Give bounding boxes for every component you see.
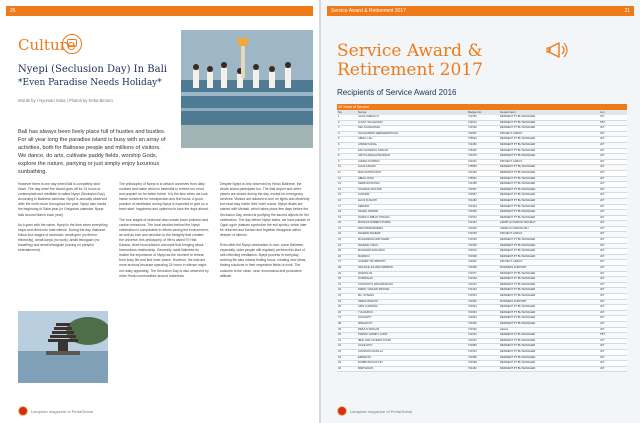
cell-location: JKT [599, 316, 627, 322]
cell-badge: 721544 [467, 294, 499, 300]
cell-location: JKT [599, 243, 627, 249]
cell-department: RESIDENT PT BU MANAGER [499, 165, 599, 171]
column-1-paragraph-1: However there is one day when Bali is completely shut down. The day when the island goes off for 24 hours to contemplate and meditate is called Nyepi (Seclusion Day). According to Balinese calendar, Nyepi is annually observed after the ninth moon throughout the year. Nyepi also marks the beginning of Saka year (in Gregorian calendar, Nyepi falls around March each year). [18, 182, 107, 217]
cell-name: RUMBU BAGUS KIN [357, 361, 467, 367]
cell-badge: 721275 [467, 154, 499, 160]
cell-department: RESIDENT PT BU MANAGER [499, 333, 599, 339]
cell-no: 6 [337, 142, 357, 148]
cell-name: ARIS CHANDRA [357, 305, 467, 311]
right-page-number: 21 [624, 8, 630, 14]
cell-no: 1 [337, 115, 357, 120]
column-3-paragraph-1: Despite Nyepi is only observed by Hindu Balinese, the whole island participate too. The Bali airport and other places are closed during the day, except for emergency services. Visitors are allowed to turn on lights and electricity but must stay inside their hotel rooms. Nyepi rituals are started with Melasti, which takes place few days before the Seclusion Day, aimed at purifying the sacred objects for the celebration. The day before Nyepi starts, we have parade of Ogoh-ogoh (statues symbolize the evil spirits), which later be returned and burned and together disappear within deepen of silence. [220, 182, 310, 237]
cell-location: JKT [599, 271, 627, 277]
cell-department: RESIDENT PT BU MANAGER [499, 361, 599, 367]
cell-location: TBT [599, 333, 627, 339]
cell-location: JKT [599, 221, 627, 227]
cell-location: JKT [599, 344, 627, 350]
cell-no: 10 [337, 165, 357, 171]
cell-name: KASIONTUS SIDAURURUNG [357, 282, 467, 288]
cell-name: JOHNSON FANOLLA [357, 349, 467, 355]
cell-department: RESIDENT PT BU MANAGER [499, 198, 599, 204]
cell-badge: 721513 [467, 282, 499, 288]
cell-name: BIMULSI MIRLAM [357, 327, 467, 333]
cell-no: 35 [337, 305, 357, 311]
cell-no: 32 [337, 288, 357, 294]
cell-department: RESIDENT PT BU MANAGER [499, 355, 599, 361]
right-footer: Lampiran magazine of PertaGlobal [350, 409, 412, 414]
cell-name: FERRI RUSTANDI [357, 182, 467, 188]
cell-department: RESIDENT PT BU MANAGER [499, 193, 599, 199]
megaphone-icon [546, 40, 570, 60]
cell-no: 31 [337, 282, 357, 288]
cell-name: ELLIS SUSANTI [357, 198, 467, 204]
cell-department: ADMIN & FINANCE PRJ [499, 226, 599, 232]
recipients-table [337, 104, 627, 372]
cell-badge: 722097 [467, 131, 499, 137]
cell-department: RESIDENT PT BU MANAGER [499, 338, 599, 344]
cell-badge: 721543 [467, 316, 499, 322]
table-row [337, 366, 627, 372]
column-1 [18, 182, 108, 258]
cell-department: RESIDENT PT BU MANAGER [499, 366, 599, 372]
cell-no: 33 [337, 294, 357, 300]
cell-location: JKT [599, 310, 627, 316]
cell-department: RESIDENT PT BU MANAGER [499, 154, 599, 160]
heading-line-2: Retirement 2017 [337, 60, 483, 80]
cell-badge: 721528 [467, 361, 499, 367]
cell-location: JKT [599, 215, 627, 221]
cell-location: JKT [599, 288, 627, 294]
cell-no: 29 [337, 271, 357, 277]
cell-no: 40 [337, 333, 357, 339]
cell-no: 14 [337, 187, 357, 193]
cell-name: SOLAHUDDIN HERMAWANSYAH [357, 131, 467, 137]
cell-badge: 721518 [467, 232, 499, 238]
cell-location: JKT [599, 254, 627, 260]
cell-no: 3 [337, 126, 357, 132]
cell-department: RESIDENT PT BU MANAGER [499, 249, 599, 255]
cell-no: 21 [337, 226, 357, 232]
cell-badge: 721509 [467, 210, 499, 216]
cell-location: JKT [599, 193, 627, 199]
cell-badge: 721549 [467, 226, 499, 232]
cell-badge: 721525 [467, 321, 499, 327]
cell-department: PROJECT CARGO [499, 159, 599, 165]
cell-name: ERMANTO [357, 355, 467, 361]
cell-name: MARZUKI [357, 254, 467, 260]
cell-location: JKT [599, 294, 627, 300]
cell-no: 18 [337, 210, 357, 216]
cell-department: RESIDENT PT BU MANAGER [499, 294, 599, 300]
cell-location: JKT [599, 148, 627, 154]
cell-name: ABDUL LAH [357, 137, 467, 143]
cell-department: RESIDENT PT BU MANAGER [499, 176, 599, 182]
cell-badge: 722012 [467, 120, 499, 126]
col-header-department: Department [499, 110, 599, 115]
cell-location: JKT [599, 159, 627, 165]
cell-badge: 721358 [467, 182, 499, 188]
cell-department: RESIDENT PT BU MANAGER [499, 288, 599, 294]
cell-badge: 721520 [467, 327, 499, 333]
cell-department: RESIDENT PT BU MANAGER [499, 316, 599, 322]
cell-badge: 721344 [467, 204, 499, 210]
cell-badge: 721053 [467, 115, 499, 120]
cell-department: BUSINESS SUPPORT [499, 266, 599, 272]
cell-badge: 721510 [467, 249, 499, 255]
right-page [321, 0, 640, 423]
cell-name: DARMI LUMBAN TORUAN [357, 215, 467, 221]
cell-no: 23 [337, 238, 357, 244]
cell-badge: 721533 [467, 310, 499, 316]
cell-badge: 721543 [467, 338, 499, 344]
table-subheader: 10 Years of Service [337, 104, 627, 110]
cell-location: JKT [599, 204, 627, 210]
col-header-badge: Badge No. [467, 110, 499, 115]
article-subtitle: *Even Paradise Needs Holiday* [18, 78, 162, 88]
cell-name: MUHAMAD ENG RIDO [357, 249, 467, 255]
cell-no: 15 [337, 193, 357, 199]
cell-name: AGUS ASNADI [357, 165, 467, 171]
cell-badge: 725505 [467, 165, 499, 171]
ceremony-photo-graphic [181, 30, 313, 148]
cell-name: RAHMAN RAHMAT [357, 232, 467, 238]
cell-name: DWI ACHMANSAH [357, 126, 467, 132]
left-page-number: 26 [10, 8, 16, 14]
cell-no: 28 [337, 266, 357, 272]
cell-name: SYAHRUL MUCTAR [357, 187, 467, 193]
cell-name: ABDUL RIVAI [357, 176, 467, 182]
cell-no: 24 [337, 243, 357, 249]
cell-no: 46 [337, 366, 357, 372]
cell-no: 39 [337, 327, 357, 333]
cell-no: 41 [337, 338, 357, 344]
cell-badge: 721282 [467, 198, 499, 204]
column-1-paragraph-2: As it goes with the name, Nyepi is the time when everything stops and dives into total silence. During the day, Balinese follow four stages of seclusion: amati geni (no fire/no electricity), amati karya (no work), amati lelungaan (no travelling) and amati lelanguan (having no party/no entertainment). [18, 222, 108, 253]
table-title: Recipients of Service Award 2016 [337, 88, 457, 97]
cell-no: 13 [337, 182, 357, 188]
cell-name: INDRA FRIANTO [357, 299, 467, 305]
article-title: Nyepi (Seclusion Day) In Bali [18, 64, 167, 75]
cell-department: PROJECT CARGO [499, 260, 599, 266]
cell-department: RESIDENT PT BU MANAGER [499, 120, 599, 126]
cell-badge: 721281 [467, 142, 499, 148]
cell-badge: 721518 [467, 277, 499, 283]
cell-no: 27 [337, 260, 357, 266]
cell-location: JKT [599, 187, 627, 193]
cell-badge: 721548 [467, 254, 499, 260]
cell-no: 25 [337, 249, 357, 255]
cell-no: 30 [337, 277, 357, 283]
cell-department: RESIDENT PT BU MANAGER [499, 238, 599, 244]
cell-department: ADMIN & FINANCE PROJECT [499, 221, 599, 227]
right-top-bar [327, 6, 634, 16]
right-bar-title: Service Award & Retirement 2017 [331, 8, 406, 14]
cell-location: JKT [599, 198, 627, 204]
cell-location: JKT [599, 361, 627, 367]
cell-name: BARTHOLIN [357, 366, 467, 372]
col-header-no: No. [337, 110, 357, 115]
ceremony-photo [181, 30, 313, 148]
cell-department: RESIDENT PT BU MANAGER [499, 187, 599, 193]
cell-location: JKT [599, 327, 627, 333]
cell-department: RESIDENT PT BU MANAGER [499, 243, 599, 249]
cell-name: IBNU HAR ACHMAD TOHIR [357, 338, 467, 344]
cell-location: JKT [599, 226, 627, 232]
cell-name: MATHIUS ROBERT PURBA [357, 221, 467, 227]
cell-location: JKT [599, 282, 627, 288]
cell-department: RESIDENT PT BU MANAGER [499, 148, 599, 154]
cell-no: 2 [337, 120, 357, 126]
cell-badge: 721524 [467, 349, 499, 355]
cell-location: JKT [599, 266, 627, 272]
cell-badge: 721557 [467, 193, 499, 199]
magazine-logo-left [18, 406, 28, 416]
cell-no: 12 [337, 176, 357, 182]
cell-no: 7 [337, 148, 357, 154]
col-header-location: Loc. [599, 110, 627, 115]
cell-location: JKT [599, 137, 627, 143]
cell-location: JKT [599, 131, 627, 137]
cell-department: RESIDENT PT BU MANAGER [499, 115, 599, 120]
cell-no: 43 [337, 349, 357, 355]
cell-name: RAHMAD YADUL [357, 243, 467, 249]
cell-location: JKT [599, 305, 627, 311]
cell-badge: 721580 [467, 344, 499, 350]
cell-name: RIZA PRIMAWINDRA [357, 226, 467, 232]
cell-location: TBT [599, 120, 627, 126]
cell-name: IRSHAD KIT [357, 321, 467, 327]
cell-name: LUCKY SOLAHUDIN [357, 120, 467, 126]
cell-location: JKT [599, 299, 627, 305]
cell-badge: 721464 [467, 366, 499, 372]
cell-no: 26 [337, 254, 357, 260]
cell-name: SUGIANTO [357, 316, 467, 322]
cell-name: WAWAN HS [357, 271, 467, 277]
temple-photo-graphic [18, 311, 108, 383]
cell-department: RESIDENT PT BU MANAGER [499, 282, 599, 288]
cell-badge: 725531 [467, 176, 499, 182]
cell-department: RESIDENT PT BU MANAGER [499, 254, 599, 260]
cell-location: JKT [599, 210, 627, 216]
cell-badge: 725520 [467, 137, 499, 143]
cell-name: AHMAD NURMAN [357, 159, 467, 165]
cell-badge: 725340 [467, 148, 499, 154]
cell-no: 37 [337, 316, 357, 322]
cell-no: 4 [337, 131, 357, 137]
cell-name: ANWAR FAISAL [357, 142, 467, 148]
cell-no: 44 [337, 355, 357, 361]
cell-department: PROJECT CARGO [499, 131, 599, 137]
intro-paragraph: Bali has always been lively place full of hustles and bustles. For all year long the paradise island is busy with an array of activities, both for Balinese people and millions of visitors. We dance, do arts, cultivate paddy fields, worship Gods, explore the nature, partying or just simply enjoy luxurious sunbathing. [18, 129, 166, 175]
cell-location: JKT [599, 321, 627, 327]
cell-department: RESIDENT PT BU MANAGER [499, 126, 599, 132]
cell-no: 8 [337, 154, 357, 160]
column-2-paragraph-2: The four stages of seclusion also create lower pollution and carbon emissions. The local wisdom behind the Nyepi celebration is comparable to efforts saving the environment, as well as love and devotion to the Almighty that created the universe; this philosophy, of life is called Tri Hita Karana, three local wisdom concepts that bringing about harmonious relationship. Generally, adult Balinese do realize the importance of Nyepi as the moment to retreat from busy life and find inner peace. However, the kids are more anxious because spending 24 hours in silence might not really appealing. The Seclusion Day is also observed by other Hindu communities around Indonesia. [119, 217, 209, 278]
cell-badge: 721525 [467, 238, 499, 244]
cell-badge: 721021 [467, 159, 499, 165]
cell-department: RESIDENT PT BU MANAGER [499, 271, 599, 277]
cell-no: 17 [337, 204, 357, 210]
cell-department: RESIDENT PT BU MANAGER [499, 215, 599, 221]
cell-location: JKT [599, 338, 627, 344]
cell-location: JKT [599, 176, 627, 182]
col-header-name: Nama [357, 110, 467, 115]
cell-location: JKT [599, 232, 627, 238]
cell-name: MUHAMMAD ADRI SAMID [357, 238, 467, 244]
cell-location: JKT [599, 355, 627, 361]
cell-department: RESIDENT PT BU MANAGER [499, 305, 599, 311]
cell-name: FRENY YANUAR PRASAD [357, 288, 467, 294]
cell-location: JKT [599, 165, 627, 171]
cell-no: 16 [337, 198, 357, 204]
cell-location: JKT [599, 238, 627, 244]
cell-no: 34 [337, 299, 357, 305]
heading-line-1: Service Award & [337, 41, 483, 61]
cell-badge: 721423 [467, 288, 499, 294]
cell-no: 5 [337, 137, 357, 143]
cell-badge: 721586 [467, 355, 499, 361]
culture-icon [62, 34, 82, 54]
cell-badge: 721534 [467, 305, 499, 311]
temple-photo [18, 311, 108, 383]
cell-no: 45 [337, 361, 357, 367]
cell-no: 9 [337, 159, 357, 165]
cell-name: HERMAN [357, 204, 467, 210]
cell-department: RESIDENT PT BU MANAGER [499, 321, 599, 327]
cell-badge: 721334 [467, 221, 499, 227]
cell-name: ALICE NITO [357, 344, 467, 350]
cell-location: JKT [599, 349, 627, 355]
cell-location: JKT [599, 170, 627, 176]
cell-location: JKT [599, 366, 627, 372]
column-3 [220, 182, 310, 284]
cell-badge: 721333 [467, 170, 499, 176]
cell-badge: 721549 [467, 243, 499, 249]
cell-badge: 721518 [467, 126, 499, 132]
cell-department: RESIDENT PT BU MANAGER [499, 170, 599, 176]
cell-name: SUPARDI [357, 193, 467, 199]
cell-department: BUSINESS SUPPORT [499, 299, 599, 305]
cell-location: JKT [599, 260, 627, 266]
cell-no: 36 [337, 310, 357, 316]
left-page [0, 0, 319, 423]
left-footer: Lampiran magazine of PertaGlobal [31, 409, 93, 414]
left-top-bar [6, 6, 313, 16]
cell-no: 11 [337, 170, 357, 176]
cell-location: JKT [599, 154, 627, 160]
cell-department: RESIDENT PT BU MANAGER [499, 142, 599, 148]
cell-badge: 721538 [467, 266, 499, 272]
cell-badge: 721520 [467, 299, 499, 305]
cell-name: MHD SUPRIYANTO [357, 170, 467, 176]
cell-department: RESIDENT PT BU MANAGER [499, 204, 599, 210]
cell-department: RESIDENT PT BU MANAGER [499, 210, 599, 216]
cell-department: LEGAL [499, 327, 599, 333]
right-heading [337, 42, 483, 80]
cell-location: JKT [599, 126, 627, 132]
cell-name: MA. SYAHRIL [357, 294, 467, 300]
cell-badge: 721516 [467, 260, 499, 266]
column-2-paragraph-1: The philosophy of Nyepi is to detach ourselves from daily routines and make which is essential to refresh our mind and prepare us for better future. It is the time when we look inside ourselves for introspection and find focus. A good practice of meditation during Nyepi is expected to give us a fresh start, happiness and optimism to face the days ahead. [119, 182, 209, 212]
cell-badge: 721510 [467, 215, 499, 221]
cell-no: 20 [337, 221, 357, 227]
cell-no: 42 [337, 344, 357, 350]
cell-department: RESIDENT PT BU MANAGER [499, 344, 599, 350]
byline: Words by I Nyoman Suka | Photos by Ketut Bintoro [18, 98, 113, 103]
cell-location: JKT [599, 182, 627, 188]
section-label: Culture [18, 36, 76, 54]
cell-name: OVIPRIALDI [357, 277, 467, 283]
cell-name: DANIEL IRAWAN [357, 210, 467, 216]
cell-department: RESIDENT PT BU MANAGER [499, 310, 599, 316]
cell-location: JKT [599, 115, 627, 120]
cell-badge: 721577 [467, 271, 499, 277]
cell-department: RESIDENT PT BU MANAGER [499, 137, 599, 143]
cell-location: JKT [599, 249, 627, 255]
cell-name: EKO SUNARSO SARLAN [357, 148, 467, 154]
cell-no: 19 [337, 215, 357, 221]
column-3-paragraph-2: Even after the Nyepi celebration is over, some Balinese, especially, older people still regularly perform this kind of self-reflecting meditation. Nyepi process in everyday, working life also means finding focus, creating new ideas, finding solutions in their respective fields of work. The outcome is the clean, neat, economical and productive attitude. [220, 243, 307, 278]
magazine-logo-right [337, 406, 347, 416]
cell-badge: 721510 [467, 333, 499, 339]
cell-department: RESIDENT PT BU MANAGER [499, 182, 599, 188]
cell-name: NICHOLE JULIANA MARBUN [357, 266, 467, 272]
cell-badge: 721557 [467, 187, 499, 193]
cell-department: RESIDENT PT BU MANAGER [499, 277, 599, 283]
cell-name: AGUS SUBAGYO [357, 115, 467, 120]
column-2 [119, 182, 209, 284]
cell-location: JKT [599, 277, 627, 283]
cell-location: JKT [599, 142, 627, 148]
cell-no: 22 [337, 232, 357, 238]
cell-name: ADITYA ANGGA PRADANA [357, 154, 467, 160]
cell-department: RESIDENT PT BU MANAGER [499, 349, 599, 355]
cell-no: 38 [337, 321, 357, 327]
cell-name: YULIANDUS [357, 310, 467, 316]
cell-name: TRENDY ERRIDY LUBIS [357, 333, 467, 339]
cell-name: GAZZER TRI WIBOWO [357, 260, 467, 266]
cell-department: PROJECT CARGO [499, 232, 599, 238]
